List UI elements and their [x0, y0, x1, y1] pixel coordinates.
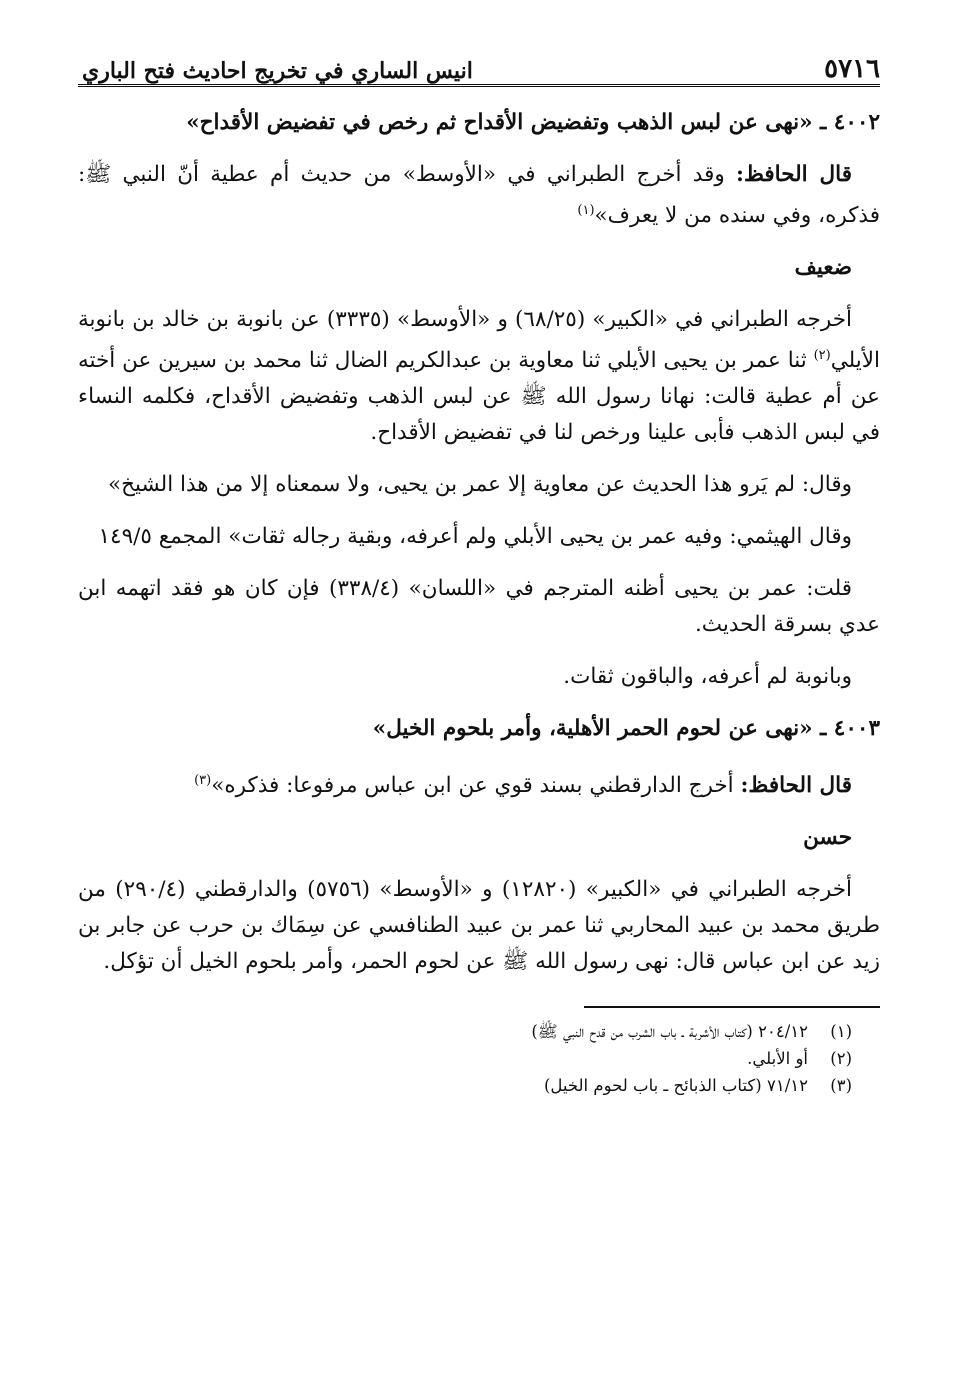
paragraph-banuba: وبانوبة لم أعرفه، والباقون ثقات. — [563, 664, 852, 690]
footnote-separator — [584, 1006, 880, 1008]
footnote-text: ٢٠٤/١٢ (كتاب الأشربة ـ باب الشرب من قدح النبي ﷺ) — [531, 1022, 808, 1042]
hafiz-text: وقد أخرج الطبراني في «الأوسط» من حديث أم عطية أنّ النبي ﷺ: فذكره، وفي سنده من لا يعرف» — [78, 162, 880, 229]
paragraph-hafiz-1 — [78, 157, 880, 234]
paragraph-takhrij-2: أخرجه الطبراني في «الكبير» (١٢٨٢٠) و «الأوسط» (٥٧٥٦) والدارقطني (٢٩٠/٤) من طريق محمد بن عبيد المحاربي ثنا عمر بن عبيد الطنافسي عن سِمَاك بن حرب عن جابر بن زيد عن ابن عباس قال: نهى رسول الله ﷺ عن لحوم الحمر، وأمر بلحوم الخيل أن تؤكل. — [78, 877, 880, 975]
paragraph-takhrij-1 — [78, 302, 880, 451]
main-text — [78, 105, 880, 1099]
page — [78, 40, 880, 1099]
takhrij-text-b: ثنا عمر بن يحيى الأيلي ثنا معاوية بن عبدالكريم الضال ثنا محمد بن سيرين عن أخته عن أم عطية قالت: نهانا رسول الله ﷺ عن لبس الذهب وتفضيض الأقداح، فكلمه النساء في لبس الذهب فأبى علينا ورخص لنا في تفضيض الأقداح. — [78, 348, 880, 446]
footnote-item — [78, 1045, 880, 1072]
footnote-number: (٢) — [830, 1049, 852, 1069]
hadith-heading-4003: ٤٠٠٣ ـ «نهى عن لحوم الحمر الأهلية، وأمر بلحوم الخيل» — [372, 716, 880, 742]
running-title: انيس الساري في تخريج احاديث فتح الباري — [82, 58, 473, 84]
footnotes — [78, 1018, 880, 1099]
paragraph-tabarani-comment: وقال: لم يَرو هذا الحديث عن معاوية إلا عمر بن يحيى، ولا سمعناه إلا من هذا الشيخ» — [107, 472, 852, 498]
takhrij-text-a: أخرجه الطبراني في «الكبير» (٦٨/٢٥) و «الأوسط» (٣٣٣٥) عن بانوبة بن خالد بن بانوبة الأيلي — [78, 307, 880, 374]
footnote-ref-1[interactable]: (١) — [577, 203, 595, 218]
hafiz-label: قال الحافظ: — [736, 162, 852, 187]
page-number: ٥٧١٦ — [824, 54, 880, 84]
footnote-ref-2[interactable]: (٢) — [813, 348, 831, 364]
grade-label: ضعيف — [794, 255, 852, 281]
footnote-item — [78, 1018, 880, 1045]
paragraph-haythami: وقال الهيثمي: وفيه عمر بن يحيى الأبلي ولم أعرفه، وبقية رجاله ثقات» المجمع ١٤٩/٥ — [98, 524, 852, 550]
footnote-text: ٧١/١٢ (كتاب الذبائح ـ باب لحوم الخيل) — [543, 1076, 808, 1096]
footnote-item — [78, 1072, 880, 1099]
footnote-number: (١) — [830, 1022, 852, 1042]
hadith-heading-4002: ٤٠٠٢ ـ «نهى عن لبس الذهب وتفضيض الأقداح ثم رخص في تفضيض الأقداح» — [186, 110, 880, 135]
hafiz-label: قال الحافظ: — [740, 773, 852, 799]
footnote-ref-3[interactable]: (٣) — [194, 773, 212, 789]
running-header — [78, 40, 880, 87]
hafiz-text: أخرج الدارقطني بسند قوي عن ابن عباس مرفوعا: فذكره» — [211, 773, 741, 799]
footnote-number: (٣) — [830, 1076, 852, 1096]
grade-label: حسن — [803, 825, 852, 851]
paragraph-hafiz-2 — [78, 763, 880, 804]
footnote-text: أو الأبلي. — [747, 1049, 808, 1069]
paragraph-qultu: قلت: عمر بن يحيى أظنه المترجم في «اللسان» (٣٣٨/٤) فإن كان هو فقد اتهمه ابن عدي بسرقة الحديث. — [78, 576, 880, 638]
